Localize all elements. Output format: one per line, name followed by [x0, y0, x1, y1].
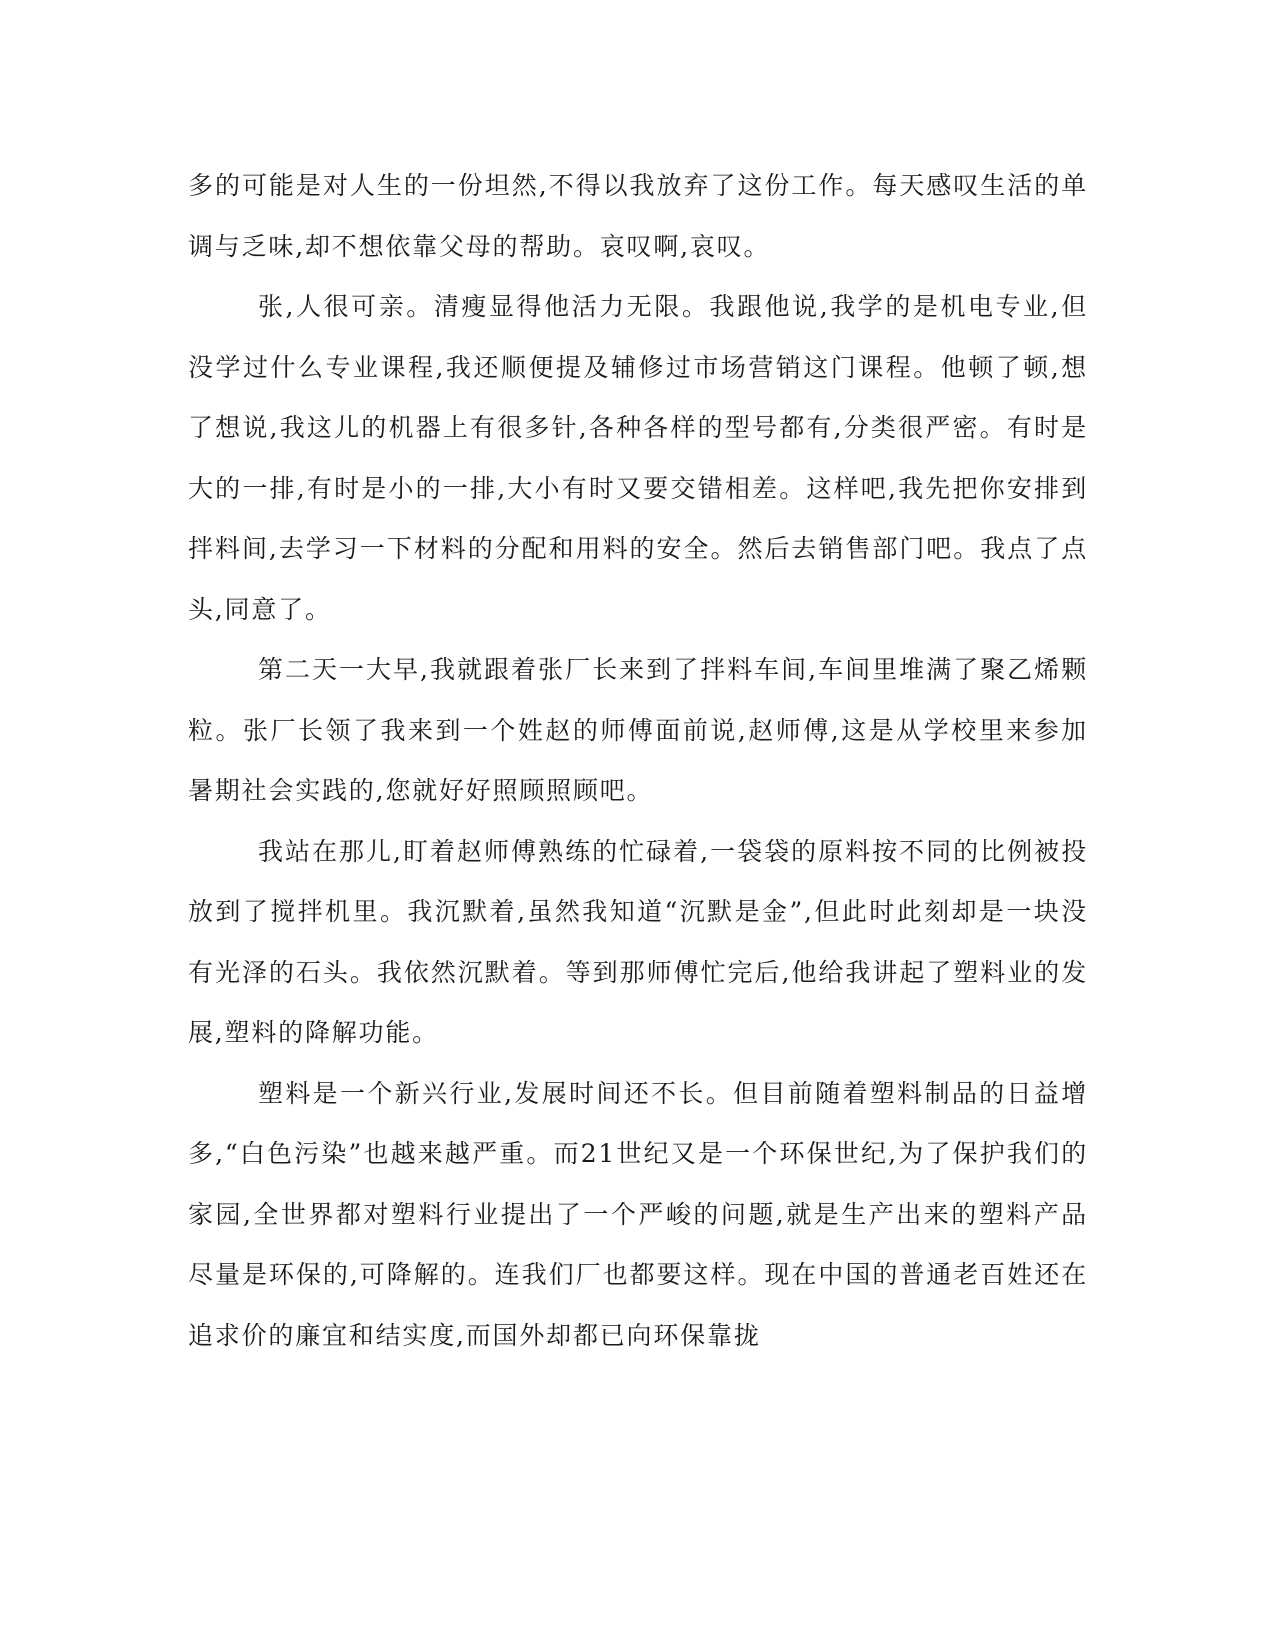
paragraph-3: 第二天一大早,我就跟着张厂长来到了拌料车间,车间里堆满了聚乙烯颗粒。张厂长领了我来到一个姓赵的师傅面前说,赵师傅,这是从学校里来参加暑期社会实践的,您就好好照顾照顾吧。	[188, 655, 1088, 805]
paragraph-1: 多的可能是对人生的一份坦然,不得以我放弃了这份工作。每天感叹生活的单调与乏味,却不想依靠父母的帮助。哀叹啊,哀叹。	[188, 171, 1088, 261]
paragraph-2: 张,人很可亲。清瘦显得他活力无限。我跟他说,我学的是机电专业,但没学过什么专业课程,我还顺便提及辅修过市场营销这门课程。他顿了顿,想了想说,我这儿的机器上有很多针,各种各样的型号都有,分类很严密。有时是大的一排,有时是小的一排,大小有时又要交错相差。这样吧,我先把你安排到拌料间,去学习一下材料的分配和用料的安全。然后去销售部门吧。我点了点头,同意了。	[188, 292, 1088, 624]
paragraph-5: 塑料是一个新兴行业,发展时间还不长。但目前随着塑料制品的日益增多,“白色污染”也越来越严重。而21世纪又是一个环保世纪,为了保护我们的家园,全世界都对塑料行业提出了一个严峻的问题,就是生产出来的塑料产品尽量是环保的,可降解的。连我们厂也都要这样。现在中国的普通老百姓还在追求价的廉宜和结实度,而国外却都已向环保靠拢	[188, 1078, 1088, 1350]
body-text	[188, 156, 1088, 1366]
paragraph-4: 我站在那儿,盯着赵师傅熟练的忙碌着,一袋袋的原料按不同的比例被投放到了搅拌机里。我沉默着,虽然我知道“沉默是金”,但此时此刻却是一块没有光泽的石头。我依然沉默着。等到那师傅忙完后,他给我讲起了塑料业的发展,塑料的降解功能。	[188, 836, 1088, 1047]
